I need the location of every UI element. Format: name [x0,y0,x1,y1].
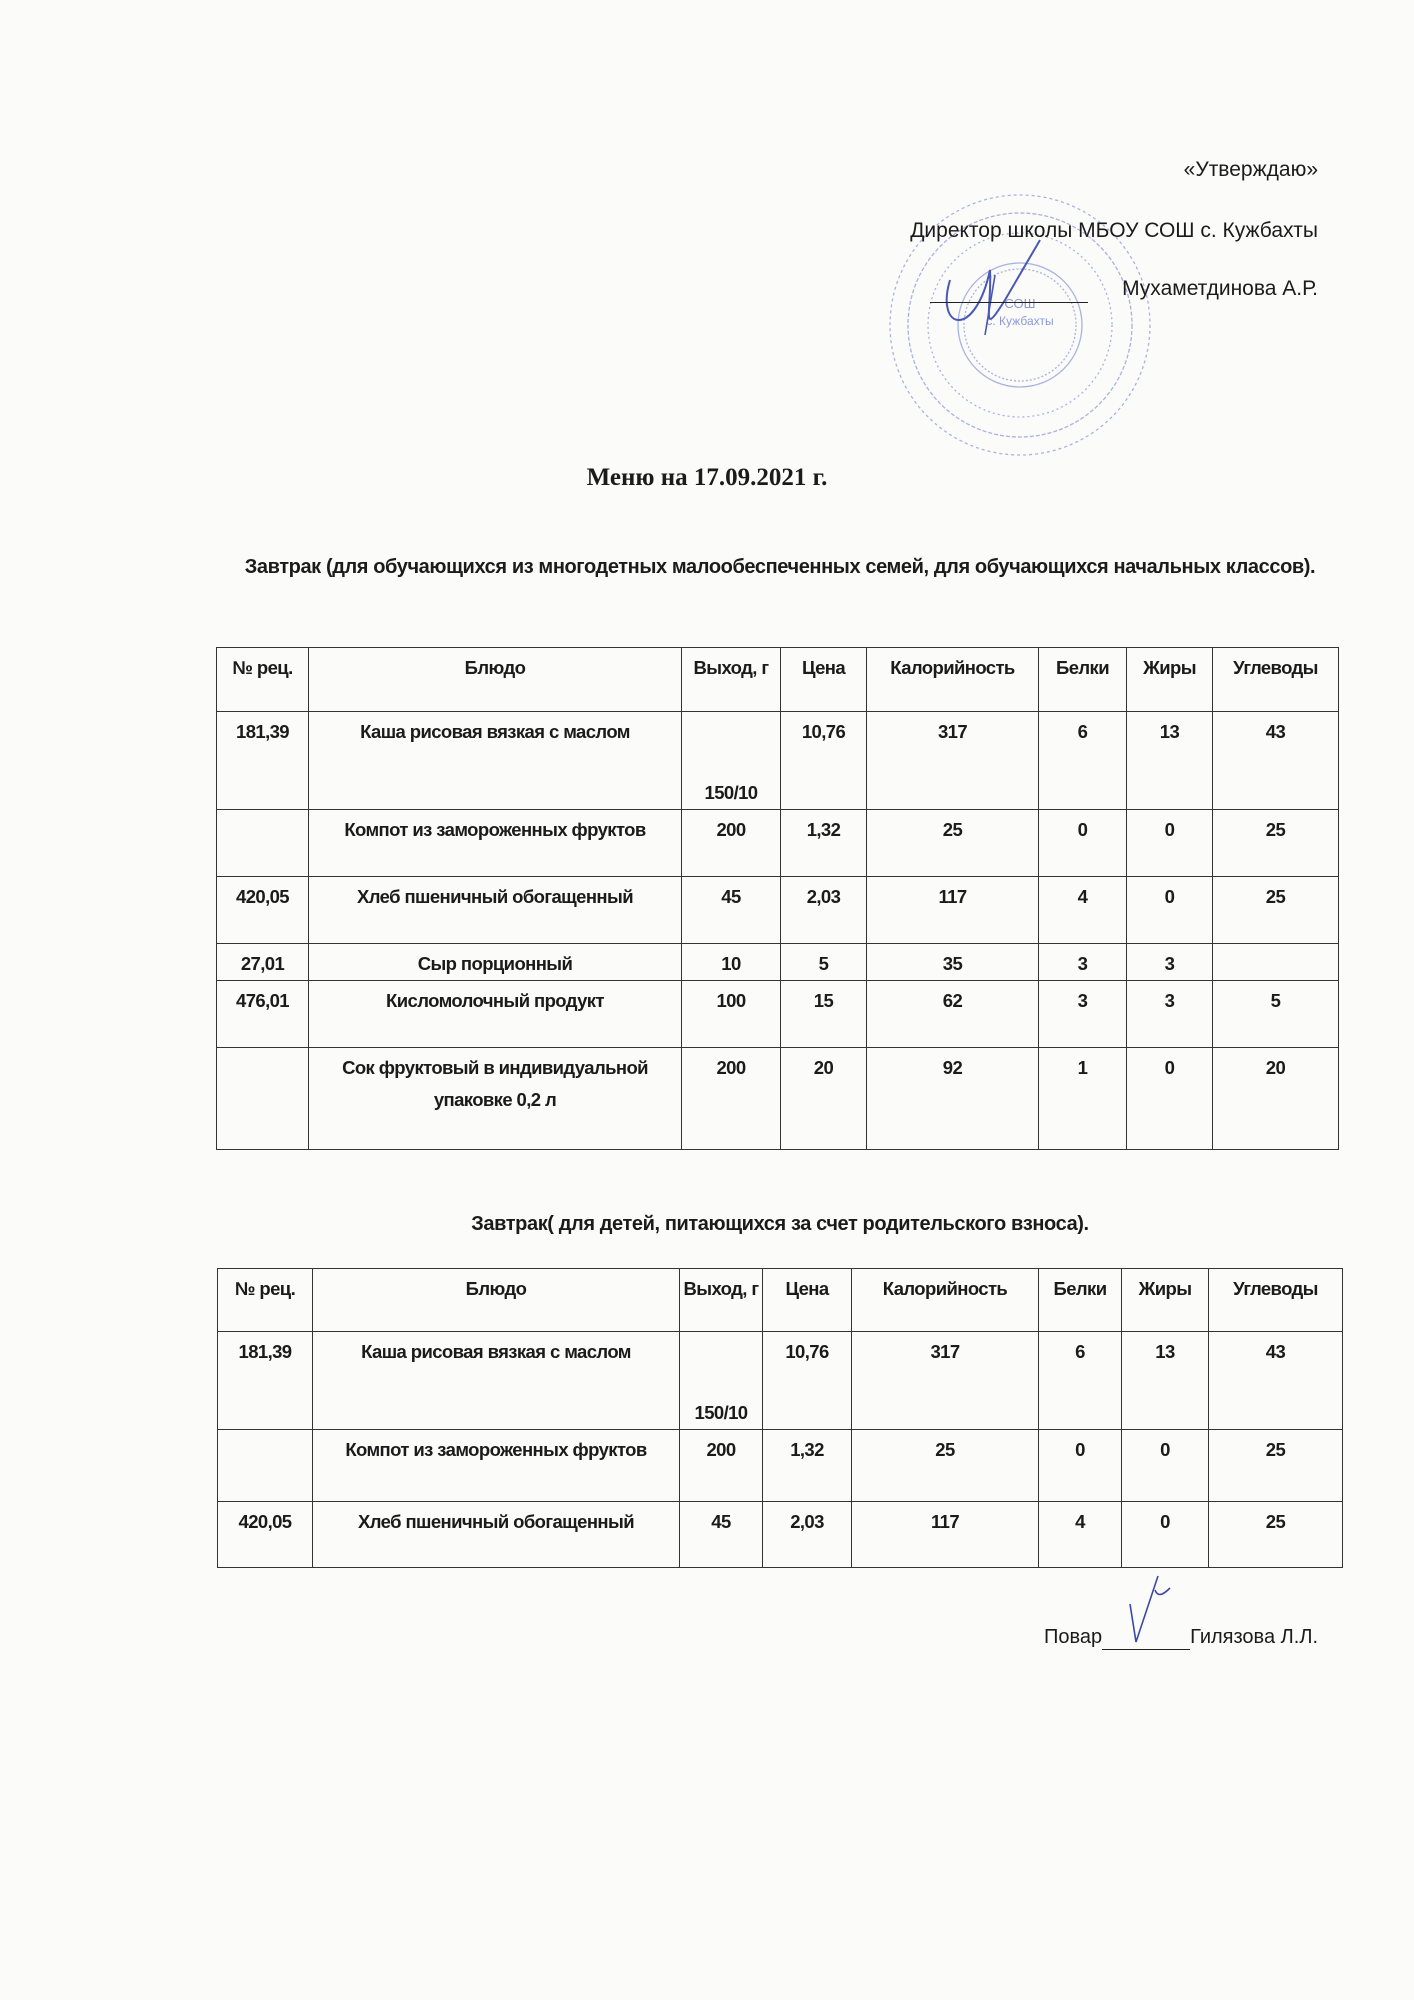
cell-calories: 92 [867,1048,1039,1150]
cell-yield: 200 [682,810,781,877]
cell-proteins: 3 [1039,981,1127,1048]
column-header-dish: Блюдо [309,648,682,712]
menu-table-2 [217,1268,1343,1568]
cell-yield: 200 [682,1048,781,1150]
section-heading-1: Завтрак (для обучающихся из многодетных малообеспеченных семей, для обучающихся начальных классов). [244,556,1316,578]
cook-name: Гилязова Л.Л. [1190,1626,1318,1648]
cell-proteins: 0 [1039,810,1127,877]
cell-dish: Кисломолочный продукт [309,981,682,1048]
cell-yield: 100 [682,981,781,1048]
cell-fats: 3 [1127,944,1213,981]
cell-proteins: 6 [1039,712,1127,810]
column-header-yield: Выход, г [682,648,781,712]
cell-recipe-number [218,1430,313,1502]
column-header-carbohydrates: Углеводы [1213,648,1339,712]
cell-proteins: 4 [1039,877,1127,944]
cell-fats: 13 [1122,1332,1209,1430]
column-header-proteins: Белки [1039,1269,1122,1332]
table-row [217,1048,1339,1150]
cell-carbohydrates: 43 [1209,1332,1343,1430]
cell-calories: 25 [867,810,1039,877]
cell-price: 15 [781,981,867,1048]
cell-dish: Сок фруктовый в индивидуальной упаковке 0,2 л [309,1048,682,1150]
cell-price: 2,03 [763,1502,852,1568]
cell-carbohydrates: 25 [1209,1502,1343,1568]
table-row [218,1430,1343,1502]
cell-price: 10,76 [763,1332,852,1430]
cell-fats: 0 [1122,1502,1209,1568]
cell-yield: 45 [682,877,781,944]
cell-carbohydrates: 25 [1209,1430,1343,1502]
director-signature-line [930,302,1088,303]
cell-recipe-number: 476,01 [217,981,309,1048]
cell-calories: 317 [852,1332,1039,1430]
cell-carbohydrates: 20 [1213,1048,1339,1150]
table-row [217,712,1339,810]
column-header-proteins: Белки [1039,648,1127,712]
table-row [217,981,1339,1048]
cook-signature-line [1102,1626,1190,1650]
column-header-fats: Жиры [1122,1269,1209,1332]
cell-carbohydrates [1213,944,1339,981]
cell-yield: 200 [680,1430,763,1502]
cell-dish: Каша рисовая вязкая с маслом [313,1332,680,1430]
cell-calories: 117 [852,1502,1039,1568]
cell-calories: 25 [852,1430,1039,1502]
cell-yield: 150/10 [682,712,781,810]
seal-text: СОШ [1004,296,1036,311]
column-header-price: Цена [781,648,867,712]
cell-recipe-number: 181,39 [218,1332,313,1430]
cell-dish: Хлеб пшеничный обогащенный [313,1502,680,1568]
cell-calories: 62 [867,981,1039,1048]
cell-carbohydrates: 25 [1213,810,1339,877]
cell-fats: 0 [1127,810,1213,877]
cell-recipe-number: 420,05 [218,1502,313,1568]
table-row [217,877,1339,944]
cell-recipe-number: 27,01 [217,944,309,981]
cook-signature-block [1044,1626,1318,1650]
cell-fats: 13 [1127,712,1213,810]
cell-dish: Компот из замороженных фруктов [309,810,682,877]
cell-fats: 0 [1127,1048,1213,1150]
column-header-recipe-number: № рец. [218,1269,313,1332]
cell-price: 1,32 [781,810,867,877]
column-header-fats: Жиры [1127,648,1213,712]
cell-price: 10,76 [781,712,867,810]
column-header-recipe-number: № рец. [217,648,309,712]
director-position: Директор школы МБОУ СОШ с. Кужбахты [910,219,1318,242]
cook-signature [1122,1574,1182,1646]
cell-proteins: 1 [1039,1048,1127,1150]
cell-calories: 117 [867,877,1039,944]
column-header-calories: Калорийность [867,648,1039,712]
table-row [218,1332,1343,1430]
page-title: Меню на 17.09.2021 г. [586,464,828,491]
cell-calories: 35 [867,944,1039,981]
table-row [217,944,1339,981]
cell-yield: 10 [682,944,781,981]
cell-carbohydrates: 43 [1213,712,1339,810]
cell-proteins: 3 [1039,944,1127,981]
cell-proteins: 4 [1039,1502,1122,1568]
cell-dish: Компот из замороженных фруктов [313,1430,680,1502]
table-header-row [218,1269,1343,1332]
cell-dish: Сыр порционный [309,944,682,981]
cell-yield: 45 [680,1502,763,1568]
section-heading-2: Завтрак( для детей, питающихся за счет родительского взноса). [471,1213,1089,1235]
cell-calories: 317 [867,712,1039,810]
cell-recipe-number: 181,39 [217,712,309,810]
table-row [217,810,1339,877]
cell-fats: 3 [1127,981,1213,1048]
cell-fats: 0 [1122,1430,1209,1502]
cell-recipe-number: 420,05 [217,877,309,944]
cell-recipe-number [217,810,309,877]
cell-carbohydrates: 5 [1213,981,1339,1048]
cell-price: 1,32 [763,1430,852,1502]
cook-label: Повар [1043,1626,1103,1648]
cell-dish: Каша рисовая вязкая с маслом [309,712,682,810]
table-row [218,1502,1343,1568]
column-header-carbohydrates: Углеводы [1209,1269,1343,1332]
director-name: Мухаметдинова А.Р. [1122,277,1318,300]
column-header-price: Цена [763,1269,852,1332]
column-header-yield: Выход, г [680,1269,763,1332]
cell-price: 5 [781,944,867,981]
cell-proteins: 6 [1039,1332,1122,1430]
cell-proteins: 0 [1039,1430,1122,1502]
cell-yield: 150/10 [680,1332,763,1430]
svg-text:с. Кужбахты: с. Кужбахты [986,314,1054,328]
cell-carbohydrates: 25 [1213,877,1339,944]
table-header-row [217,648,1339,712]
cell-price: 2,03 [781,877,867,944]
cell-fats: 0 [1127,877,1213,944]
menu-table-1 [216,647,1339,1150]
approval-label: «Утверждаю» [1183,158,1318,181]
column-header-calories: Калорийность [852,1269,1039,1332]
cell-price: 20 [781,1048,867,1150]
cell-dish: Хлеб пшеничный обогащенный [309,877,682,944]
cell-recipe-number [217,1048,309,1150]
column-header-dish: Блюдо [313,1269,680,1332]
